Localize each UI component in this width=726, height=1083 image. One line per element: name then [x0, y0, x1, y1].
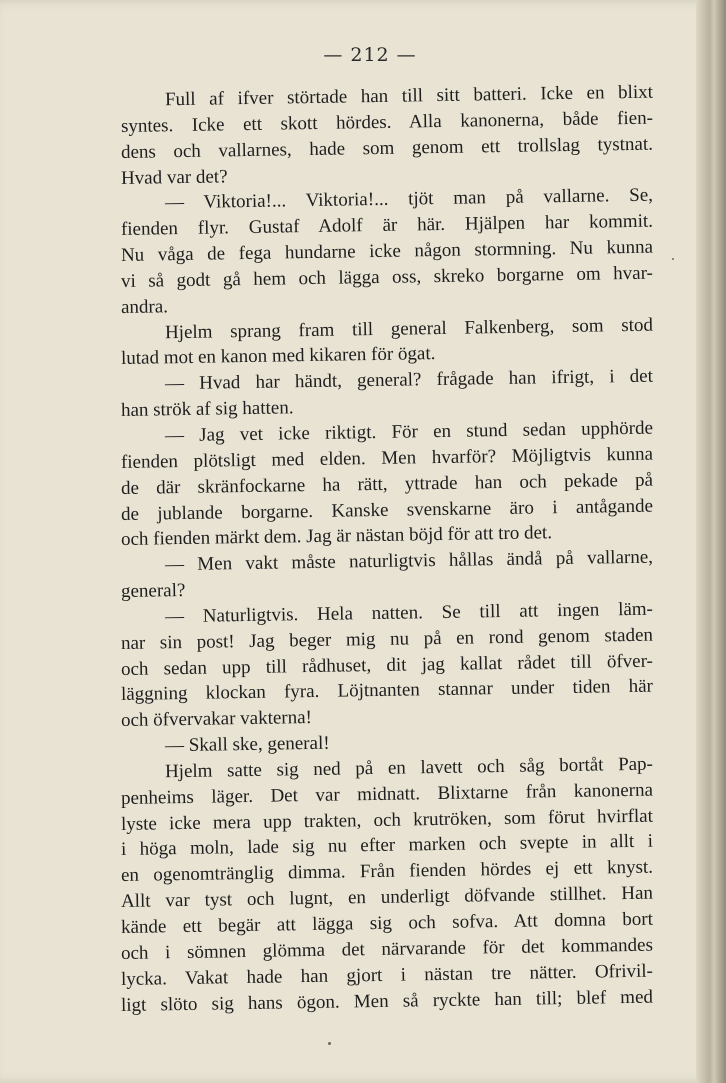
- text-line: andra.: [120, 296, 169, 318]
- text-line: — Jag vet icke riktigt. För en stund sedan upphörde: [164, 417, 654, 447]
- text-line: fienden flyr. Gustaf Adolf är här. Hjälpen har kommit.: [120, 210, 654, 241]
- text-line: nar sin post! Jag beger mig nu på en rond genom staden: [120, 624, 654, 654]
- text-line: — Skall ske, general!: [164, 732, 330, 757]
- text-line: han strök af sig hatten.: [120, 397, 294, 422]
- text-line: Hvad var det?: [120, 165, 228, 189]
- text-line: lutad mot en kanon med kikaren för ögat.: [120, 343, 436, 370]
- text-line: Nu våga de fega hundarne icke någon stormning. Nu kunna: [120, 236, 654, 267]
- text-line: dens och vallarnes, hade som genom ett trollslag tystnat.: [120, 133, 654, 163]
- paper-speck: [672, 258, 674, 260]
- text-line: — Viktoria!... Viktoria!... tjöt man på vallarne. Se,: [164, 185, 654, 214]
- text-line: — Men vakt måste naturligtvis hållas ändå på vallarne,: [164, 546, 654, 576]
- text-line: Allt var tyst och lugnt, en underligt döfvande stillhet. Han: [120, 882, 654, 913]
- text-line: en ogenomtränglig dimma. Från fienden hördes ej ett knyst.: [120, 856, 654, 887]
- text-line: och fienden märkt dem. Jag är nästan böjd för att tro det.: [120, 522, 553, 551]
- text-line: och i sömnen glömma det närvarande för det kommandes: [120, 934, 654, 964]
- text-line: Hjelm sprang fram till general Falkenberg, som stod: [164, 314, 654, 343]
- page-edge: [696, 0, 726, 1083]
- text-line: vi så godt gå hem och lägga oss, skreko borgarne om hvar-: [120, 262, 654, 292]
- text-line: läggning klockan fyra. Löjtnanten stannar under tiden här: [120, 676, 654, 706]
- text-line: syntes. Icke ett skott hördes. Alla kanonerna, både fien-: [120, 107, 654, 137]
- text-line: Full af ifver störtade han till sitt batteri. Icke en blixt: [164, 81, 654, 111]
- text-line: general?: [120, 580, 186, 603]
- text-line: och sedan upp till rådhuset, dit jag kallat rådet till öfver-: [120, 650, 654, 680]
- text-line: de jublande borgarne. Kanske svenskarne äro i antågande: [120, 495, 654, 525]
- text-line: de där skränfockarne ha rätt, yttrade han och pekade på: [120, 469, 654, 499]
- text-line: ligt slöto sig hans ögon. Men så ryckte han till; blef med: [120, 986, 654, 1016]
- text-line: — Hvad har händt, general? frågade han ifrigt, i det: [164, 365, 654, 395]
- body-text: [120, 81, 654, 1018]
- text-line: lyste icke mera upp trakten, och krutröken, som förut hvirflat: [120, 805, 654, 835]
- text-line: och öfvervakar vakterna!: [120, 707, 313, 732]
- page-number: — 212 —: [323, 44, 417, 66]
- text-line: i höga moln, lade sig nu efter marken och svepte in allt i: [120, 831, 654, 861]
- paper-speck: [328, 1042, 331, 1045]
- text-line: kände ett begär att lägga sig och sofva. Att domna bort: [120, 908, 654, 938]
- text-line: Hjelm satte sig ned på en lavett och såg bortåt Pap-: [164, 753, 654, 783]
- text-line: fienden plötsligt med elden. Men hvarför? Möjligtvis kunna: [120, 443, 654, 473]
- text-line: penheims läger. Det var midnatt. Blixtarne från kanonerna: [120, 779, 654, 809]
- text-line: lycka. Vakat hade han gjort i nästan tre nätter. Ofrivil-: [120, 960, 654, 990]
- text-line: — Naturligtvis. Hela natten. Se till att ingen läm-: [164, 598, 654, 628]
